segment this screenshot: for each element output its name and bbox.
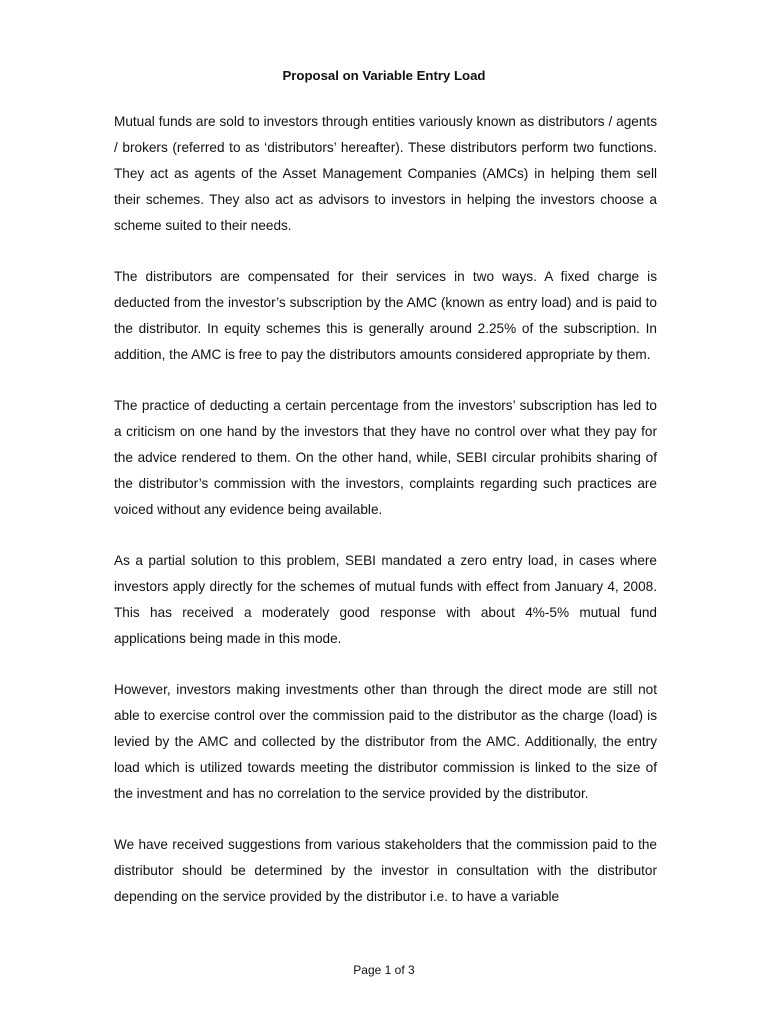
document-body — [114, 109, 657, 935]
paragraph-1: Mutual funds are sold to investors through entities variously known as distributors / agents / brokers (referred to as ‘distributors’ hereafter). These distributors perform two functions. They act as agents of the Asset Management Companies (AMCs) in helping them sell their schemes. They also act as advisors to investors in helping the investors choose a scheme suited to their needs. — [114, 114, 657, 233]
document-title: Proposal on Variable Entry Load — [282, 68, 486, 83]
page-number: Page 1 of 3 — [353, 963, 415, 977]
paragraph-3: The practice of deducting a certain percentage from the investors’ subscription has led to a criticism on one hand by the investors that they have no control over what they pay for the advice rendered to them. On the other hand, while, SEBI circular prohibits sharing of the distributor’s commission with the investors, complaints regarding such practices are voiced without any evidence being available. — [114, 398, 657, 517]
paragraph-2: The distributors are compensated for their services in two ways. A fixed charge is deducted from the investor’s subscription by the AMC (known as entry load) and is paid to the distributor. In equity schemes this is generally around 2.25% of the subscription. In addition, the AMC is free to pay the distributors amounts considered appropriate by them. — [114, 269, 657, 362]
paragraph-6: We have received suggestions from various stakeholders that the commission paid to the distributor should be determined by the investor in consultation with the distributor depending on the service provided by the distributor i.e. to have a variable — [114, 837, 657, 904]
paragraph-4: As a partial solution to this problem, SEBI mandated a zero entry load, in cases where investors apply directly for the schemes of mutual funds with effect from January 4, 2008. This has received a moderately good response with about 4%-5% mutual fund applications being made in this mode. — [114, 553, 657, 646]
paragraph-5: However, investors making investments other than through the direct mode are still not able to exercise control over the commission paid to the distributor as the charge (load) is levied by the AMC and collected by the distributor from the AMC. Additionally, the entry load which is utilized towards meeting the distributor commission is linked to the size of the investment and has no correlation to the service provided by the distributor. — [114, 682, 657, 801]
